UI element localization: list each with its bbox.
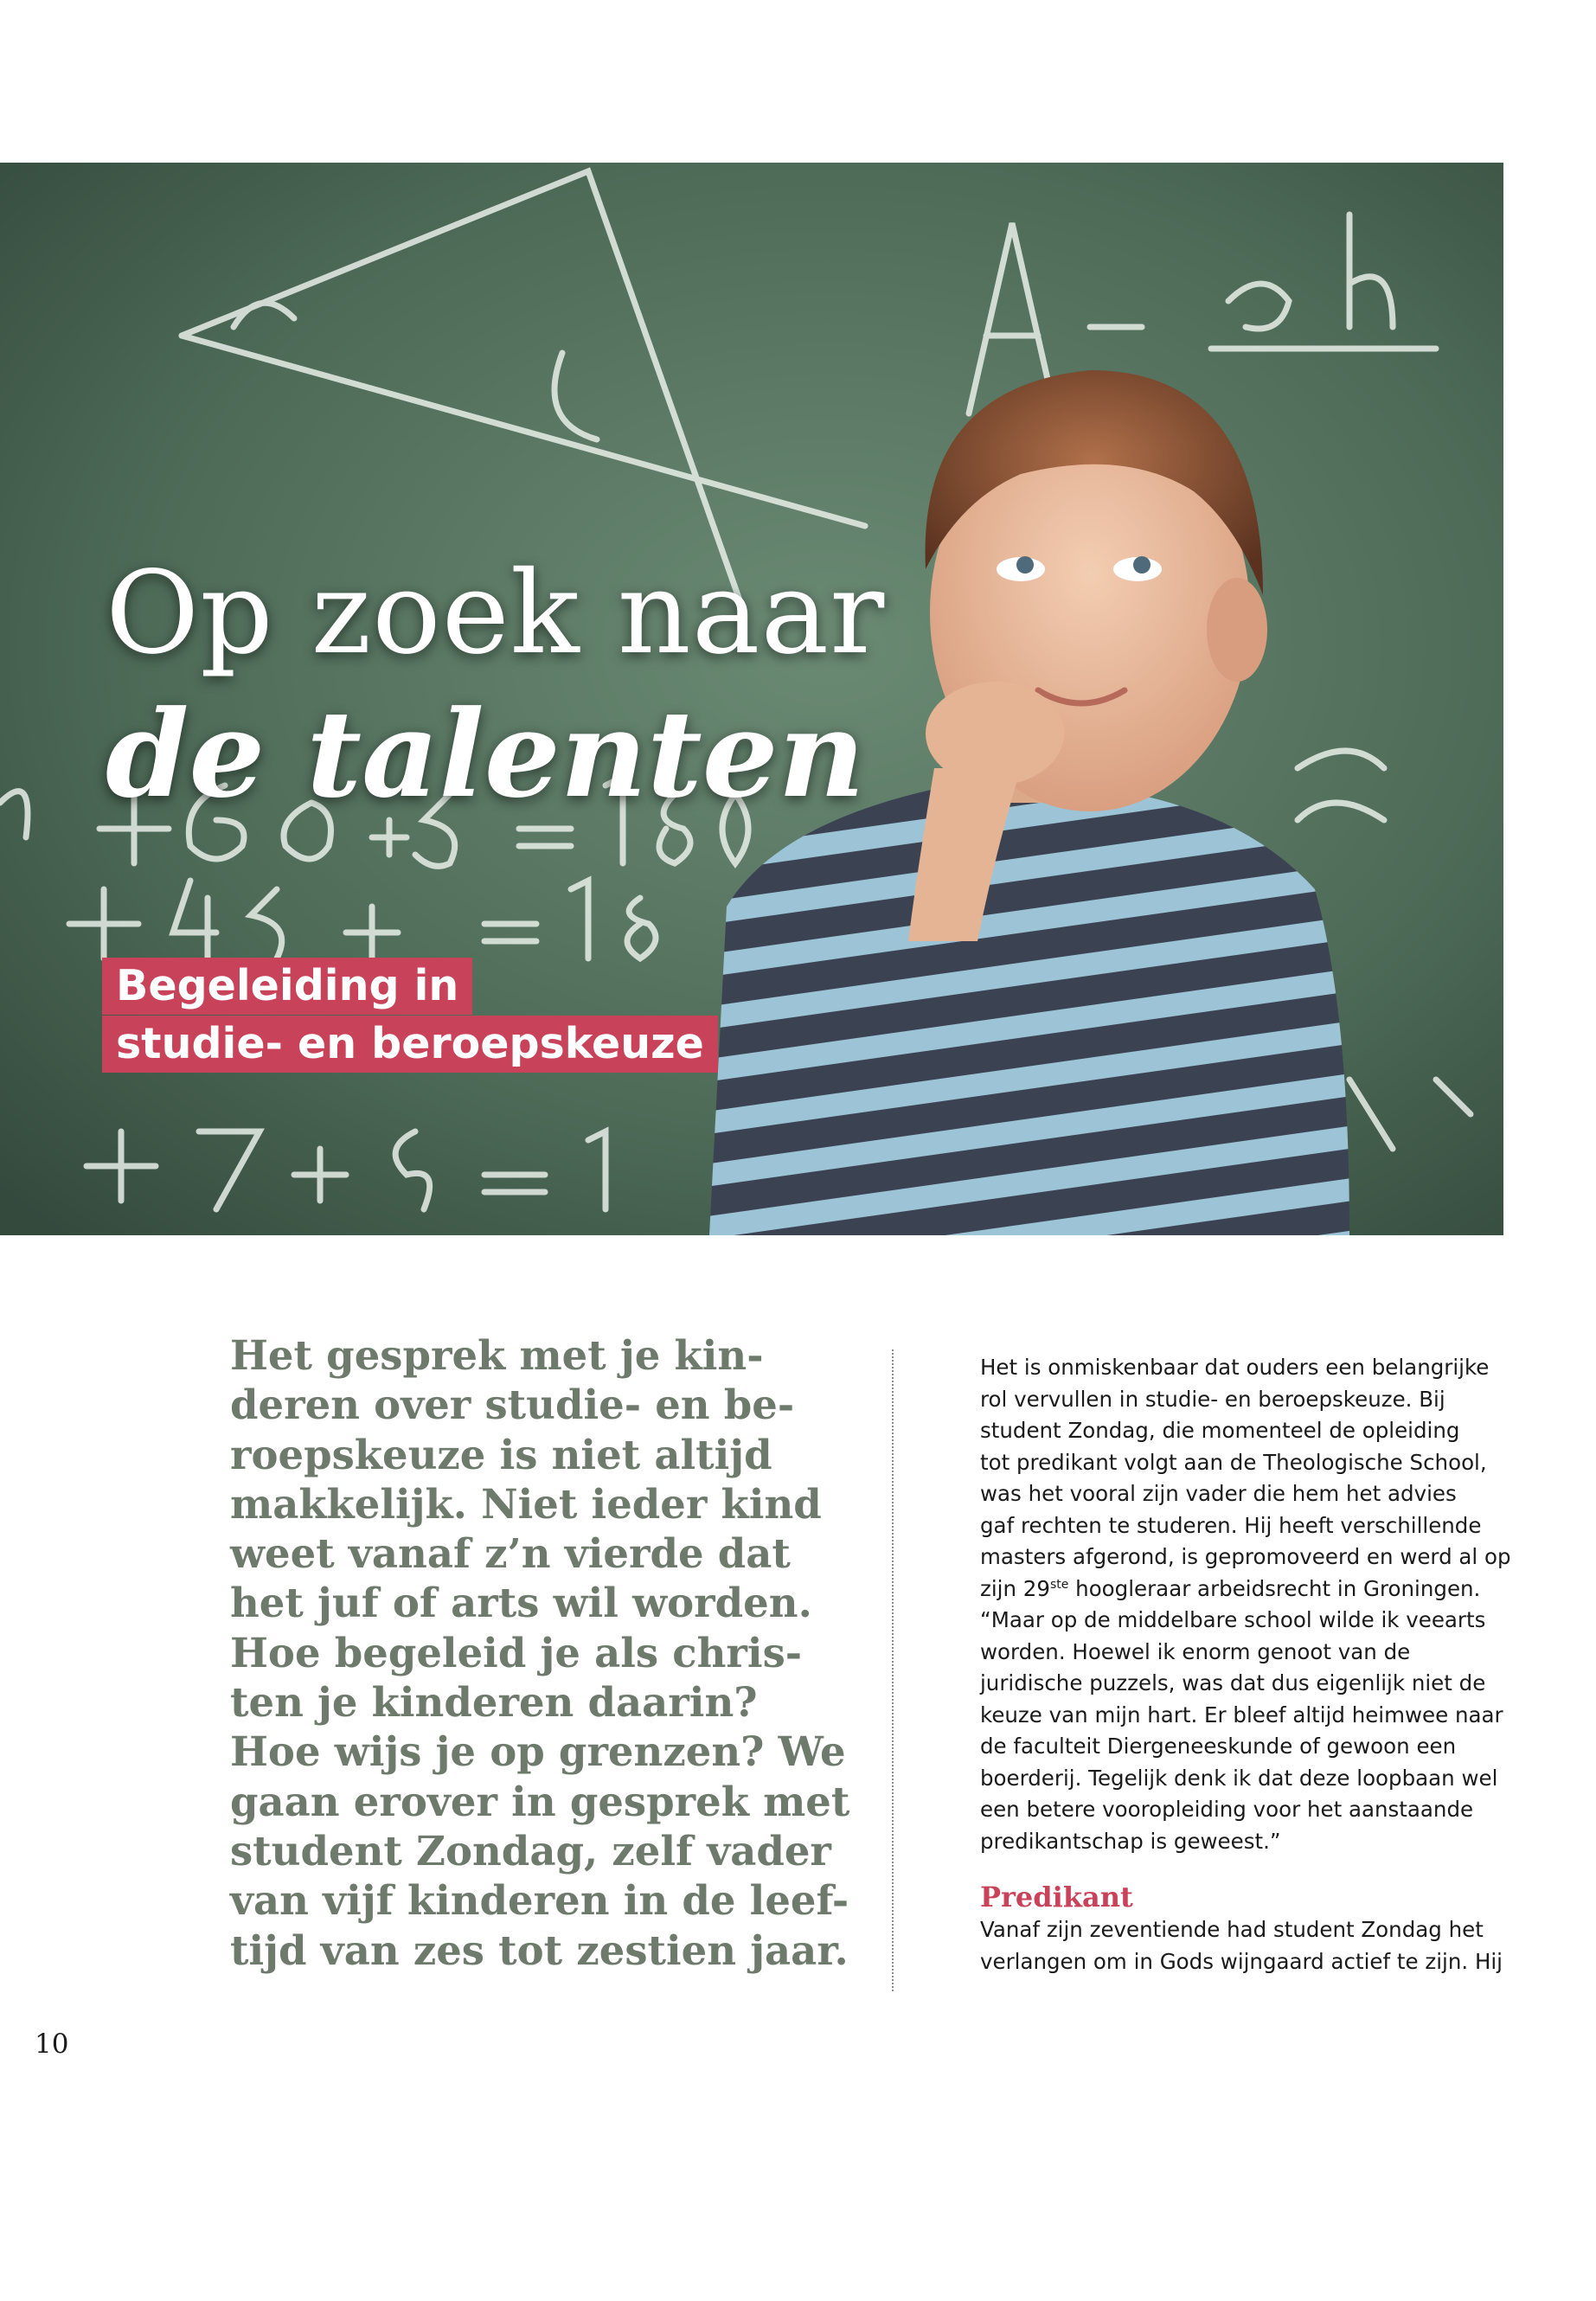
- body-line: keuze van mijn hart. Er bleef altijd heimwee naar: [980, 1702, 1503, 1727]
- body-line: een betere vooropleiding voor het aanstaande: [980, 1797, 1474, 1822]
- body-line: “Maar op de middelbare school wilde ik veearts: [980, 1607, 1486, 1632]
- hero-photo: [0, 163, 1503, 1235]
- body-line: predikantschap is geweest.”: [980, 1828, 1281, 1854]
- intro-line: het juf of arts wil worden.: [230, 1579, 812, 1627]
- subtitle-line-2: studie- en beroepskeuze: [102, 1016, 718, 1073]
- intro-line: student Zondag, zelf vader: [230, 1826, 831, 1875]
- body-line: juridische puzzels, was dat dus eigenlijk niet de: [980, 1670, 1486, 1695]
- body-line: Het is onmiskenbaar dat ouders een belangrijke: [980, 1355, 1490, 1380]
- headline-line-2: de talenten: [106, 683, 865, 824]
- body-line: student Zondag, die momenteel de opleiding: [980, 1418, 1460, 1443]
- intro-line: makkelijk. Niet ieder kind: [230, 1479, 822, 1528]
- body-line: gaf rechten te studeren. Hij heeft verschillende: [980, 1512, 1482, 1538]
- body-line: masters afgerond, is gepromoveerd en werd al op: [980, 1544, 1511, 1569]
- intro-line: ten je kinderen daarin?: [230, 1678, 758, 1727]
- body-line: rol vervullen in studie- en beroepskeuze. Bij: [980, 1386, 1445, 1412]
- intro-line: gaan erover in gesprek met: [230, 1777, 850, 1825]
- body-line: Vanaf zijn zeventiende had student Zondag het: [980, 1917, 1484, 1942]
- body-line: was het vooral zijn vader die hem het advies: [980, 1481, 1457, 1506]
- body-line: verlangen om in Gods wijngaard actief te zijn. Hij: [980, 1948, 1503, 1974]
- ordinal-superscript: ste: [1049, 1577, 1069, 1592]
- body-line-superscript: [980, 1574, 1516, 1606]
- intro-line: roepskeuze is niet altijd: [230, 1430, 772, 1478]
- body-line: tot predikant volgt aan de Theologische School,: [980, 1449, 1487, 1475]
- intro-line: van vijf kinderen in de leef-: [230, 1876, 849, 1925]
- headline-line-1: Op zoek naar: [106, 547, 886, 680]
- intro-line: Het gesprek met je kin-: [230, 1331, 764, 1379]
- body-line: de faculteit Diergeneeskunde of gewoon een: [980, 1734, 1457, 1759]
- column-divider: [892, 1349, 894, 1991]
- intro-line: weet vanaf z’n vierde dat: [230, 1529, 791, 1578]
- subtitle-line-1: Begeleiding in: [102, 958, 472, 1015]
- body-text-fragment: hoogleraar arbeidsrecht in Groningen.: [1068, 1575, 1481, 1601]
- intro-line: Hoe wijs je op grenzen? We: [230, 1727, 846, 1776]
- intro-line: deren over studie- en be-: [230, 1381, 795, 1429]
- intro-line: tijd van zes tot zestien jaar.: [230, 1926, 849, 1974]
- intro-line: Hoe begeleid je als chris-: [230, 1628, 803, 1676]
- body-line: boerderij. Tegelijk denk ik dat deze loopbaan wel: [980, 1765, 1498, 1791]
- section-heading: Predikant: [980, 1881, 1133, 1913]
- body-line: worden. Hoewel ik enorm genoot van de: [980, 1638, 1411, 1664]
- page-number: 10: [35, 2029, 69, 2060]
- body-text-fragment: zijn 29: [980, 1575, 1050, 1601]
- intro-text: [230, 1330, 862, 1975]
- body-column: [980, 1352, 1516, 1977]
